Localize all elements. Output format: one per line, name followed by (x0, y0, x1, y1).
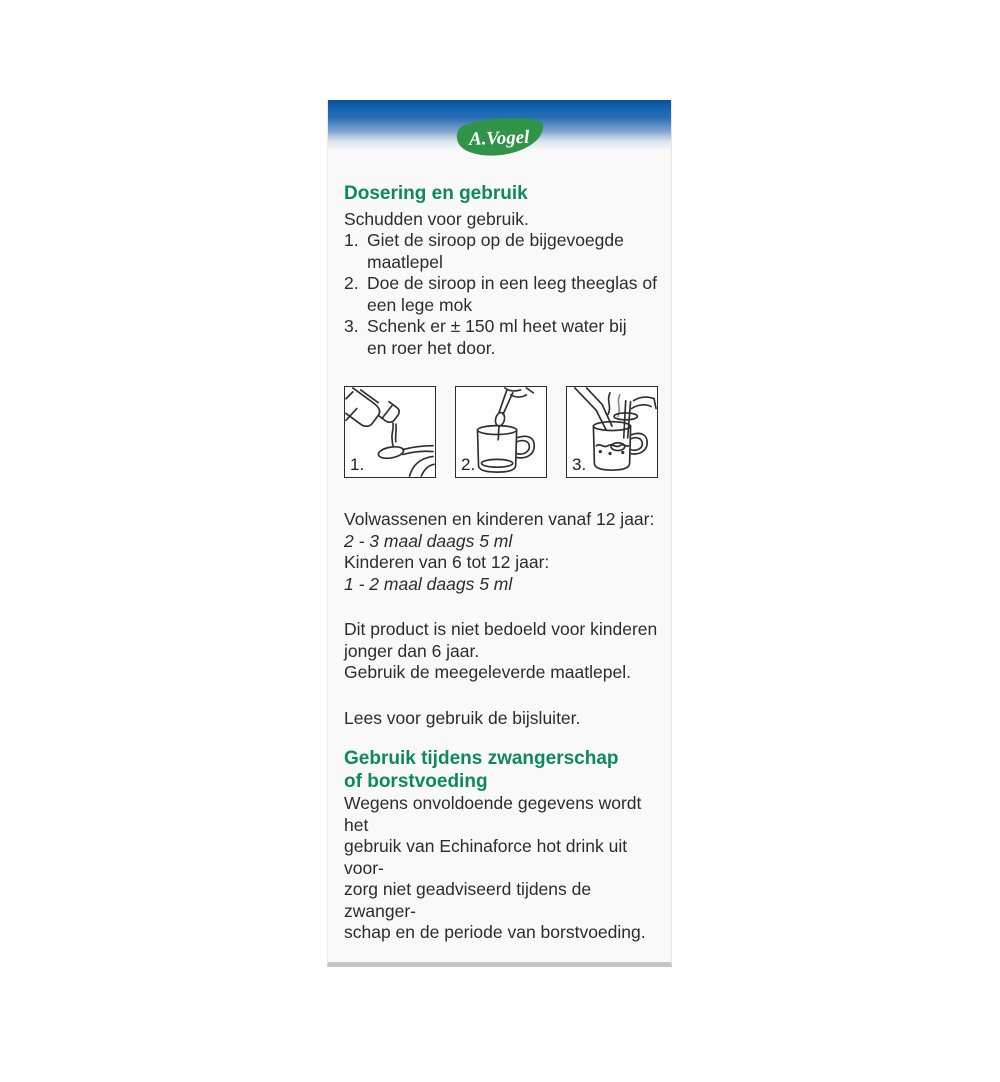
step-1-line-1: Giet de siroop op de bijgevoegde (367, 230, 624, 250)
step-3-line-1: Schenk er ± 150 ml heet water bij (367, 316, 627, 336)
pregnancy-body (344, 793, 661, 944)
dosering-heading: Dosering en gebruik (344, 183, 528, 204)
step-1-line-2: maatlepel (367, 251, 443, 272)
note-line-1: Dit product is niet bedoeld voor kinderen (344, 619, 658, 639)
step-2-number: 2. (344, 273, 359, 293)
step-2 (344, 273, 661, 316)
step-3-line-2: en roer het door. (367, 337, 496, 358)
figure-2-label: 2. (461, 454, 476, 474)
age-restriction-note (344, 619, 661, 684)
step-2-line-2: een lege mok (367, 294, 473, 315)
package-back-panel (327, 100, 672, 967)
pregnancy-heading-line-2: of borstvoeding (344, 770, 488, 792)
figure-pour-hot-water-and-stir (566, 386, 658, 478)
instruction-figures (344, 386, 661, 478)
shake-instruction: Schudden voor gebruik. (344, 208, 529, 229)
logo-text: A.Vogel (468, 126, 530, 150)
figure-pour-syrup-on-spoon (344, 386, 436, 478)
pregnancy-body-line-2: gebruik van Echinaforce hot drink uit voor- (344, 836, 628, 878)
dosage-children-label: Kinderen van 6 tot 12 jaar: (344, 552, 550, 572)
dosage-children-amount: 1 - 2 maal daags 5 ml (344, 573, 513, 594)
note-line-3: Gebruik de meegeleverde maatlepel. (344, 662, 631, 682)
pregnancy-heading-line-1: Gebruik tijdens zwangerschap (344, 748, 619, 769)
step-2-line-1: Doe de siroop in een leeg theeglas of (367, 273, 657, 293)
pregnancy-heading (344, 748, 661, 793)
figure-3-label: 3. (572, 454, 587, 474)
dosage-adults-label: Volwassenen en kinderen vanaf 12 jaar: (344, 509, 655, 529)
figure-spoon-drip-into-mug (455, 386, 547, 478)
step-1-number: 1. (344, 230, 359, 250)
pregnancy-body-line-4: schap en de periode van borstvoeding. (344, 922, 646, 942)
figure-1-label: 1. (350, 454, 365, 474)
read-leaflet-note: Lees voor gebruik de bijsluiter. (344, 707, 581, 728)
dosage-block (344, 509, 661, 595)
dosage-adults-amount: 2 - 3 maal daags 5 ml (344, 530, 513, 551)
pregnancy-body-line-1: Wegens onvoldoende gegevens wordt het (344, 793, 642, 835)
step-3 (344, 316, 661, 359)
panel-content (328, 150, 671, 944)
step-1 (344, 230, 661, 273)
pregnancy-body-line-3: zorg niet geadviseerd tijdens de zwanger- (344, 879, 592, 921)
note-line-2: jonger dan 6 jaar. (344, 640, 480, 661)
step-3-number: 3. (344, 316, 359, 336)
